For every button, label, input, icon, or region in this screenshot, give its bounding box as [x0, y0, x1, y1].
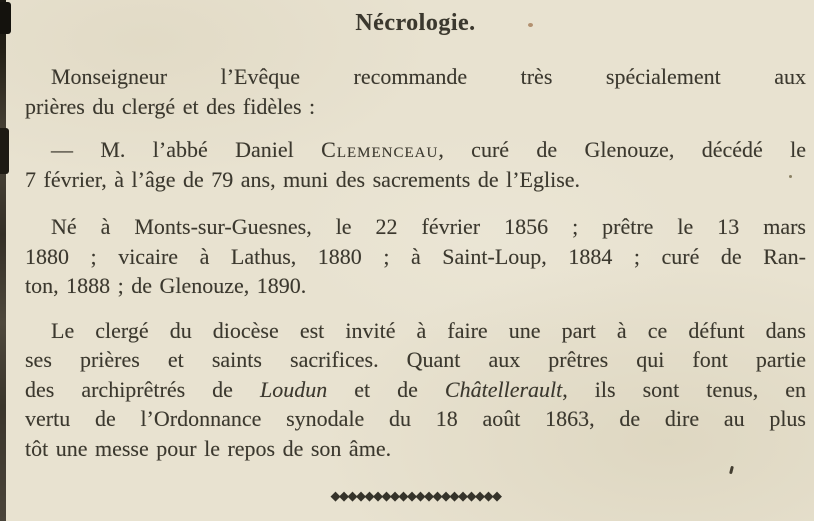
paragraph-intro	[25, 62, 806, 121]
ornamental-divider: ◆◆◆◆◆◆◆◆◆◆◆◆◆◆◆◆◆◆◆◆	[330, 488, 501, 503]
scan-edge-blot-mid	[0, 128, 9, 174]
paragraph-instruction	[25, 316, 806, 464]
paragraph-deceased	[25, 135, 806, 194]
text-line: vertu de l’Ordonnance synodale du 18 août 1863, de dire au plus	[25, 406, 806, 431]
person-name: Clemenceau	[321, 137, 439, 162]
text-segment: , ils sont tenus, en	[562, 376, 806, 402]
place-name: Châtellerault	[444, 376, 563, 402]
text-line: 7 février, à l’âge de 79 ans, muni des sacrements de l’Eglise.	[25, 166, 581, 192]
text-line: 1880 ; vicaire à Lathus, 1880 ; à Saint-Loup, 1884 ; curé de Ran-	[25, 243, 806, 269]
text-line	[25, 135, 806, 165]
place-name: Loudun	[259, 376, 328, 402]
text-line: Né à Monts-sur-Guesnes, le 22 février 1856 ; prêtre le 13 mars	[51, 214, 806, 239]
text-segment: et de	[327, 376, 445, 402]
section-title: Nécrologie.	[355, 10, 476, 36]
text-line	[25, 375, 806, 405]
scan-gutter-edge	[0, 0, 6, 521]
text-line: tôt une messe pour le repos de son âme.	[25, 435, 392, 461]
obituary-article	[25, 6, 806, 503]
text-segment: — M. l’abbé Daniel	[51, 137, 322, 162]
text-line: Monseigneur l’Evêque recommande très spécialement aux	[51, 64, 806, 89]
text-line: Le clergé du diocèse est invité à faire une part à ce défunt dans	[51, 317, 806, 343]
scan-edge-blot-top	[0, 2, 11, 34]
text-segment: des archiprêtrés de	[25, 376, 260, 402]
text-segment: , curé de Glenouze, décédé le	[438, 137, 806, 162]
paragraph-biography	[25, 212, 806, 301]
text-line: prières du clergé et des fidèles :	[25, 93, 316, 119]
text-line: ton, 1888 ; de Glenouze, 1890.	[25, 273, 307, 298]
text-line: ses prières et saints sacrifices. Quant aux prêtres qui font partie	[25, 347, 806, 372]
